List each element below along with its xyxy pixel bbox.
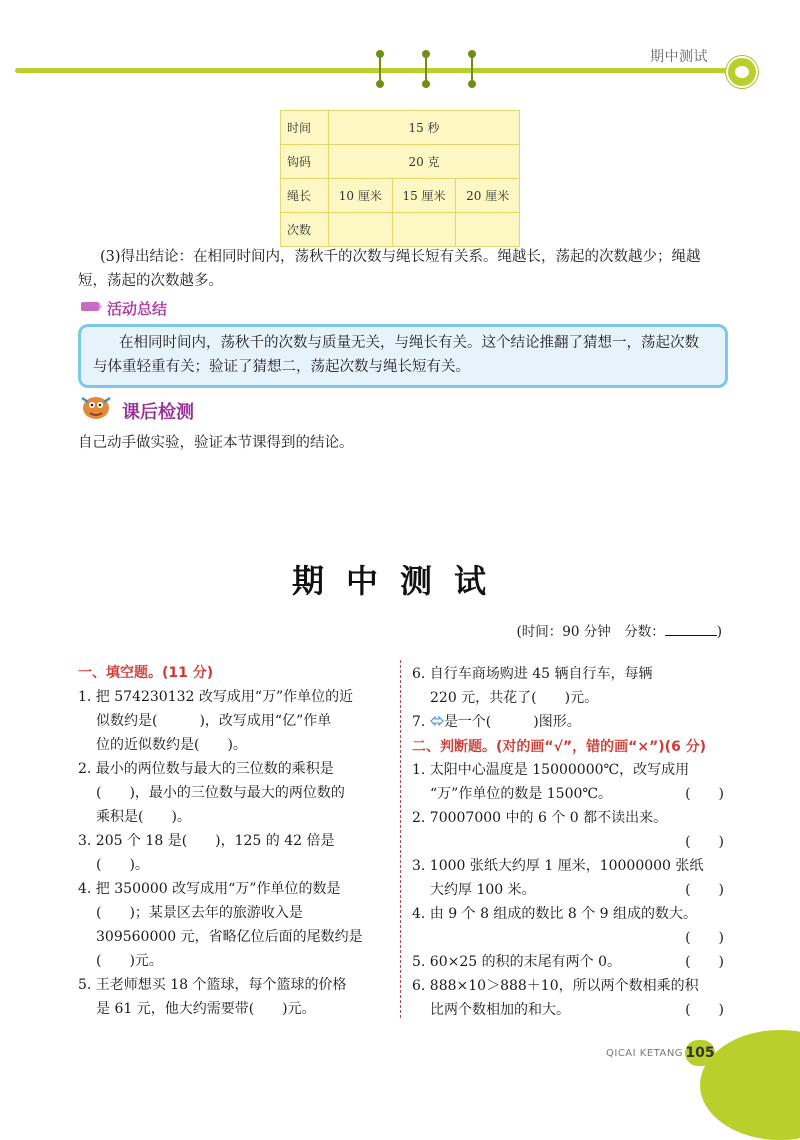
exam-meta [516,620,722,640]
question-line: 6. 888×10＞888＋10，所以两个数相乘的积 [412,978,699,994]
page-number: 105 [685,1040,715,1066]
header-rule [15,68,755,73]
section-heading: 二、判断题。(对的画“√”，错的画“×”)(6 分) [412,739,707,755]
mascot-icon [76,388,116,422]
question-text: 是一个( )图形。 [443,714,581,730]
conclusion-line-1: (3)得出结论：在相同时间内，荡秋千的次数与绳长短有关系。绳越长，荡起的次数越少；绳越 [100,249,701,265]
question-line: 似数约是( )，改写成用“亿”作单 [96,713,332,729]
header-title: 期中测试 [650,49,708,65]
mascot-badge-icon [726,56,758,88]
exam-meta-text: (时间：90 分钟 分数： [516,624,665,640]
experiment-table [280,110,520,247]
question-list [412,662,724,734]
table-cell-empty [329,213,393,247]
question-line: 4. 由 9 个 8 组成的数比 8 个 9 组成的数大。 [412,906,698,922]
question-text: “万”作单位的数是 1500℃。 [430,786,613,802]
question-line: 2. 70007000 中的 6 个 0 都不读出来。 [412,810,668,826]
binder-ring-icon [422,50,430,88]
table-cell-empty [456,213,520,247]
pencil-icon [80,298,102,314]
table-cell: 15 厘米 [392,179,456,213]
table-row-label: 时间 [281,111,329,145]
question-line: 309560000 元，省略亿位后面的尾数约是 [96,929,363,945]
question-line [412,950,724,974]
section-heading: 一、填空题。(11 分) [78,665,214,681]
table-cell: 15 秒 [329,111,520,145]
question-list [78,685,394,1021]
question-text: 比两个数相加的和大。 [430,1002,570,1018]
table-cell-empty [392,213,456,247]
question-line: ( )；某景区去年的旅游收入是 [96,905,303,921]
question-line: 3. 205 个 18 是( )，125 的 42 倍是 [78,833,335,849]
table-row-label: 次数 [281,213,329,247]
right-column [412,662,724,1022]
answer-paren[interactable]: ( ) [685,1002,724,1018]
question-line [412,878,724,902]
judgement-list [412,758,724,1022]
question-line: ( )。 [96,857,149,873]
answer-paren[interactable]: ( ) [685,954,724,970]
table-cell: 20 厘米 [456,179,520,213]
question-line: 位的近似数约是( )。 [96,737,247,753]
answer-paren[interactable]: ( ) [685,834,724,850]
question-number: 7. [412,714,426,730]
question-line [412,926,724,950]
summary-line-2: 与体重轻重有关；验证了猜想二，荡起次数与绳长短有关。 [93,359,470,375]
question-line: 6. 自行车商场购进 45 辆自行车，每辆 [412,666,653,682]
after-class-title: 课后检测 [122,402,194,423]
question-line: 1. 把 574230132 改写成用“万”作单位的近 [78,689,354,705]
question-text: 5. 60×25 的积的末尾有两个 0。 [412,954,621,970]
summary-line-1: 在相同时间内，荡秋千的次数与质量无关，与绳长有关。这个结论推翻了猜想一，荡起次数 [119,335,699,351]
question-line: 3. 1000 张纸大约厚 1 厘米，10000000 张纸 [412,858,704,874]
question-text: 大约厚 100 米。 [430,882,536,898]
question-line: 4. 把 350000 改写成用“万”作单位的数是 [78,881,341,897]
question-line [412,998,724,1022]
answer-paren[interactable]: ( ) [685,786,724,802]
question-line [412,710,724,734]
binder-ring-icon [376,50,384,88]
exam-meta-close: ) [716,624,722,640]
section-fill-blanks [78,662,394,1021]
conclusion-line-2: 短，荡起的次数越多。 [78,273,223,289]
question-line [412,782,724,806]
table-row-label: 绳长 [281,179,329,213]
binder-ring-icon [468,50,476,88]
answer-paren[interactable]: ( ) [685,930,724,946]
question-line: 220 元，共花了( )元。 [430,690,599,706]
question-line: 2. 最小的两位数与最大的三位数的乘积是 [78,761,334,777]
question-line: 5. 王老师想买 18 个篮球，每个篮球的价格 [78,977,347,993]
question-line: ( )元。 [96,953,163,969]
question-line: 乘积是( )。 [96,809,191,825]
question-line [412,830,724,854]
arrow-shape-icon [430,715,444,727]
activity-summary-title: 活动总结 [107,300,168,318]
column-divider [400,660,401,1018]
question-line: ( )，最小的三位数与最大的两位数的 [96,785,345,801]
table-row-label: 钩码 [281,145,329,179]
activity-summary-box [78,324,728,388]
score-blank [665,635,717,636]
corner-decoration [700,1030,800,1140]
table-cell: 10 厘米 [329,179,393,213]
question-line: 是 61 元，他大约需要带( )元。 [96,1001,316,1017]
exam-title: 期中测试 [291,562,508,600]
question-line: 1. 太阳中心温度是 15000000℃，改写成用 [412,762,690,778]
answer-paren[interactable]: ( ) [685,882,724,898]
footer-brand: QICAI KETANG [606,1048,684,1059]
after-class-text: 自己动手做实验，验证本节课得到的结论。 [78,435,354,451]
table-cell: 20 克 [329,145,520,179]
